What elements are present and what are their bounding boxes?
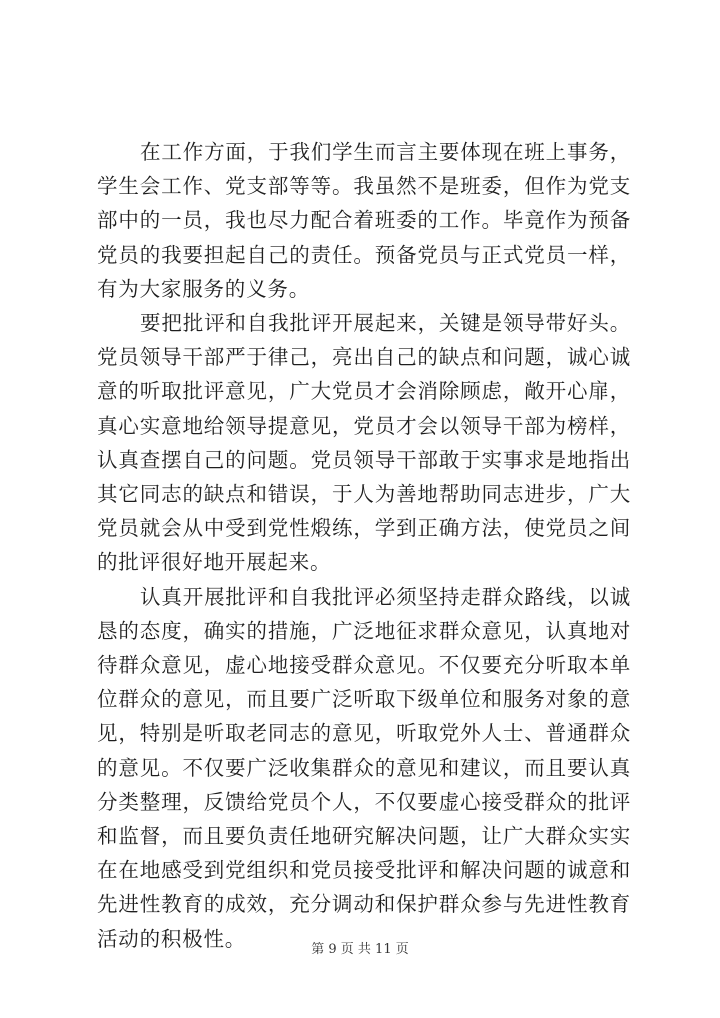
paragraph-mass-line: 认真开展批评和自我批评必须坚持走群众路线，以诚恳的态度，确实的措施，广泛地征求群众意见，认真地对待群众意见，虚心地接受群众意见。不仅要充分听取本单位群众的意见，而且要广泛听取下级单位和服务对象的意见，特别是听取老同志的意见，听取党外人士、普通群众的意见。不仅要广泛收集群众的意见和建议，而且要认真分类整理，反馈给党员个人，不仅要虚心接受群众的批评和监督，而且要负责任地研究解决问题，让广大群众实实在在地感受到党组织和党员接受批评和解决问题的诚意和先进性教育的成效，充分调动和保护群众参与先进性教育活动的积极性。 bbox=[97, 584, 631, 951]
document-body bbox=[97, 135, 631, 956]
page-number-footer: 第 9 页 共 11 页 bbox=[311, 942, 409, 957]
paragraph-leadership-criticism: 要把批评和自我批评开展起来，关键是领导带好头。党员领导干部严于律己，亮出自己的缺点和问题，诚心诚意的听取批评意见，广大党员才会消除顾虑，敞开心扉，真心实意地给领导提意见，党员才会以领导干部为榜样，认真查摆自己的问题。党员领导干部敢于实事求是地指出其它同志的缺点和错误，于人为善地帮助同志进步，广大党员就会从中受到党性煅练，学到正确方法，使党员之间的批评很好地开展起来。 bbox=[97, 311, 631, 575]
paragraph-work-duties: 在工作方面，于我们学生而言主要体现在班上事务，学生会工作、党支部等等。我虽然不是班委，但作为党支部中的一员，我也尽力配合着班委的工作。毕竟作为预备党员的我要担起自己的责任。预备党员与正式党员一样，有为大家服务的义务。 bbox=[97, 140, 631, 301]
